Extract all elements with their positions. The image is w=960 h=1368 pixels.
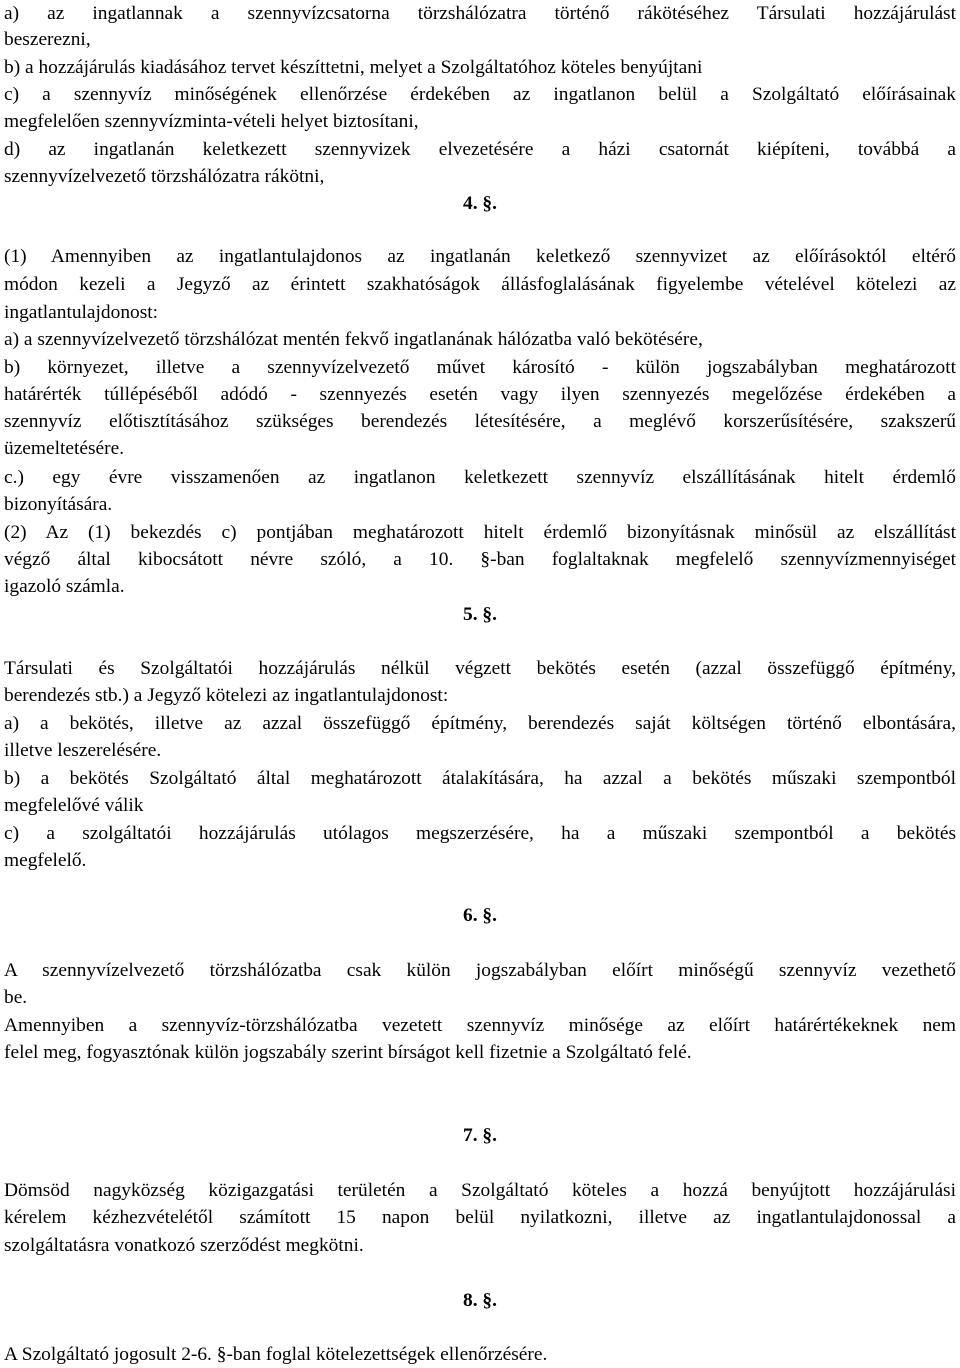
section-heading: 5. §. — [463, 604, 497, 625]
text-line: Dömsöd nagyközség közigazgatási területén a Szolgáltató köteles a hozzá benyújtott hozzájárulási — [4, 1180, 956, 1201]
text-line: c) a szennyvíz minőségének ellenőrzése érdekében az ingatlanon belül a Szolgáltató előírásainak — [4, 84, 956, 105]
text-line: a) az ingatlannak a szennyvízcsatorna törzshálózatra történő rákötéséhez Társulati hozzájárulást — [4, 3, 956, 24]
section-heading: 6. §. — [463, 905, 497, 926]
section-heading: 4. §. — [463, 193, 497, 214]
text-line: c.) egy évre visszamenően az ingatlanon keletkezett szennyvíz elszállításának hitelt érdemlő — [4, 467, 956, 488]
text-line: bizonyítására. — [4, 494, 113, 515]
text-line: d) az ingatlanán keletkezett szennyvizek elvezetésére a házi csatornát kiépíteni, továbbá a — [4, 139, 956, 160]
section-heading: 7. §. — [463, 1125, 497, 1146]
text-line: Társulati és Szolgáltatói hozzájárulás nélkül végzett bekötés esetén (azzal összefüggő építmény, — [4, 658, 956, 679]
text-line: szennyvíz előtisztításához szükséges berendezés létesítésére, a meglévő korszerűsítésére, szakszerű — [4, 411, 956, 432]
text-line: be. — [4, 987, 28, 1008]
text-line: szennyvízelvezető törzshálózatra rákötni, — [4, 166, 325, 187]
text-line: c) a szolgáltatói hozzájárulás utólagos megszerzésére, ha a műszaki szempontból a bekötés — [4, 823, 956, 844]
text-line: megfelelővé válik — [4, 795, 144, 816]
text-line: (1) Amennyiben az ingatlantulajdonos az ingatlanán keletkező szennyvizet az előírásoktól eltérő — [4, 246, 956, 267]
text-line: a) a szennyvízelvezető törzshálózat mentén fekvő ingatlanának hálózatba való bekötésére, — [4, 329, 703, 350]
text-line: A Szolgáltató jogosult 2-6. §-ban foglal kötelezettségek ellenőrzésére. — [4, 1344, 548, 1365]
text-line: üzemeltetésére. — [4, 438, 125, 459]
section-heading: 8. §. — [463, 1290, 497, 1311]
text-line: beszerezni, — [4, 29, 91, 50]
text-line: berendezés stb.) a Jegyző kötelezi az ingatlantulajdonost: — [4, 685, 449, 706]
text-line: b) környezet, illetve a szennyvízelvezető művet károsító - külön jogszabályban meghatározott — [4, 357, 956, 378]
text-line: b) a hozzájárulás kiadásához tervet készíttetni, melyet a Szolgáltatóhoz köteles benyújtani — [4, 57, 703, 78]
text-line: illetve leszerelésére. — [4, 740, 162, 761]
text-line: megfelelően szennyvízminta-vételi helyet biztosítani, — [4, 111, 419, 132]
text-line: A szennyvízelvezető törzshálózatba csak külön jogszabályban előírt minőségű szennyvíz vezethető — [4, 960, 956, 981]
text-line: határérték túllépéséből adódó - szennyezés esetén vagy ilyen szennyezés megelőzése érdekében a — [4, 384, 956, 405]
text-line: b) a bekötés Szolgáltató által meghatározott átalakítására, ha azzal a bekötés műszaki szempontból — [4, 768, 956, 789]
text-line: igazoló számla. — [4, 576, 125, 597]
text-line: módon kezeli a Jegyző az érintett szakhatóságok állásfoglalásának figyelembe vételével kötelezi az — [4, 274, 956, 295]
text-line: kérelem kézhezvételétől számított 15 napon belül nyilatkozni, illetve az ingatlantulajdonossal a — [4, 1207, 956, 1228]
text-line: szolgáltatásra vonatkozó szerződést megkötni. — [4, 1235, 364, 1256]
text-line: ingatlantulajdonost: — [4, 302, 159, 323]
text-line: (2) Az (1) bekezdés c) pontjában meghatározott hitelt érdemlő bizonyításnak minősül az elszállítást — [4, 522, 956, 543]
text-line: a) a bekötés, illetve az azzal összefüggő építmény, berendezés saját költségen történő elbontására, — [4, 713, 956, 734]
text-line: megfelelő. — [4, 850, 87, 871]
text-line: Amennyiben a szennyvíz-törzshálózatba vezetett szennyvíz minősége az előírt határértékeknek nem — [4, 1015, 956, 1036]
text-line: végző által kibocsátott névre szóló, a 10. §-ban foglaltaknak megfelelő szennyvízmennyiséget — [4, 549, 956, 570]
text-line: felel meg, fogyasztónak külön jogszabály szerint bírságot kell fizetnie a Szolgáltató felé. — [4, 1042, 692, 1063]
